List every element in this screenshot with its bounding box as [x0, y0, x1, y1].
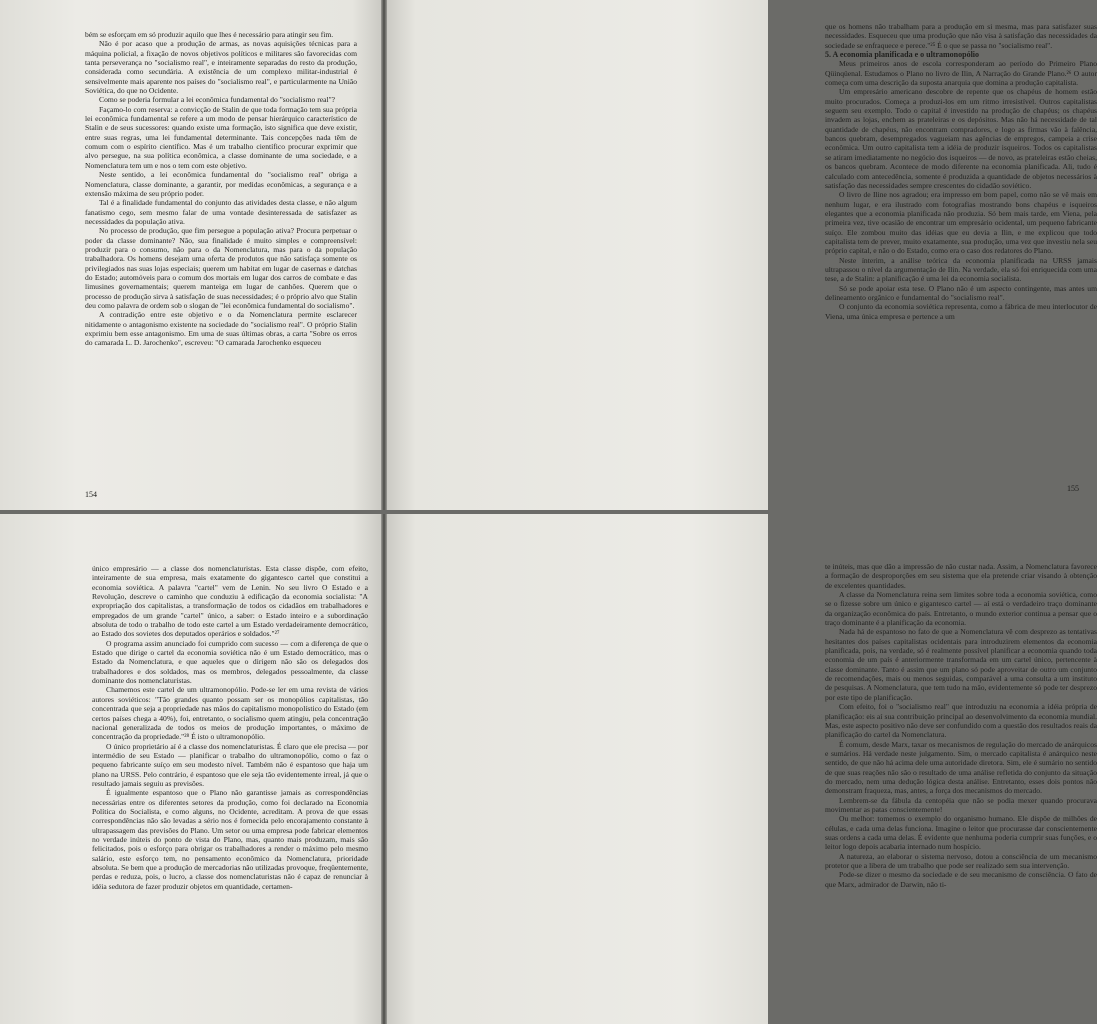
- paragraph: O conjunto da economia soviética representa, como a fábrica de meu interlocutor de Viena, uma única empresa e pertence a um: [825, 302, 1097, 321]
- paragraph: Meus primeiros anos de escola corresponderam ao período do Primeiro Plano Qüinqüenal. Estudamos o Plano no livro de Ilin, A Narração do Grande Plano.²⁶ O autor começa com uma descrição da suposta anarquia que domina a produção capitalista.: [825, 59, 1097, 88]
- paragraph: A classe da Nomenclatura reina sem limites sobre toda a economia soviética, como se o fizesse sobre um único e gigantesco cartel — aí está o verdadeiro traço dominante da organização econômica do país. Entretanto, o mundo exterior continua a pensar que o traço dominante é a planificação da economia.: [825, 590, 1097, 628]
- paragraph: Só se pode apoiar esta tese. O Plano não é um aspecto contingente, mas antes um delineamento orgânico e fundamental do "socialismo real".: [825, 283, 1097, 302]
- paragraph: É comum, desde Marx, taxar os mecanismos de regulação do mercado de anárquicos e sumários. Há verdade neste julgamento. Sim, o mercado capitalista é anárquico neste sentido, de que não há acima dele uma autoridade diretora. Sim, ele é sumário no sentido de que suas reações não são o resultado de uma análise refletida do conjunto da situação do mercado, nem uma dedução lógica desta análise. Entretanto, esses dois pontos não demonstram fraqueza, mas, antes, a força dos mecanismos do mercado.: [825, 739, 1097, 796]
- page-154: [0, 0, 383, 510]
- paragraph: O livro de Iline nos agradou; era impresso em bom papel, como não se vê mais em nenhum lugar, e era ilustrado com fotografias mostrando bons chapéus e isqueiros elegantes que a economia planificada não produzia. Só bem mais tarde, em Viena, pela primeira vez, tive ocasião de encontrar um empresário ocidental, um pequeno fabricante suíço. Ele zombou muito das idéias que eu devia a Ilin, e me explicou que todo capitalista tem de prever, muito exatamente, sua produção, uma vez que investiu nela seu próprio capital, e não o do Estado, como era o caso dos redatores do Plano.: [825, 190, 1097, 256]
- paragraph: Neste ínterim, a análise teórica da economia planificada na URSS jamais ultrapassou o nível da argumentação de Ilin. Na verdade, ela só foi enriquecida com uma tese, a de Stalin: a planificação é uma lei da economia socialista.: [825, 255, 1097, 284]
- section-heading: 5. A economia planificada e o ultramonopólio: [825, 50, 980, 60]
- paragraph: único empresário — a classe dos nomenclaturistas. Esta classe dispõe, com efeito, inteiramente de sua empresa, mais exatamente do gigantesco cartel que constitui a economia soviética. A palavra "cartel" vem de Lenin. No seu livro O Estado e a Revolução, descreve o caminho que conduziu à edificação da economia socialista: "A expropriação dos capitalistas, a transformação de todos os cidadãos em trabalhadores e empregados de um grande "cartel" único, a saber: o Estado inteiro e a subordinação absoluta de todo o trabalho de todo este cartel a um Estado verdadeiramente democrático, ao Estado dos sovietes dos deputados operários e soldados."²⁷: [92, 564, 368, 639]
- paragraph: Pode-se dizer o mesmo da sociedade e de seu mecanismo de consciência. O fato de que Marx, admirador de Darwin, não ti-: [825, 870, 1097, 889]
- paragraph: te inúteis, mas que dão a impressão de não custar nada. Assim, a Nomenclatura favorece a formação de desproporções em seu sistema que ela pretende criar visando à obtenção de excelentes quantidades.: [825, 562, 1097, 590]
- page-154-body: [85, 30, 357, 348]
- paragraph: É igualmente espantoso que o Plano não garantisse jamais as correspondências necessárias entre os diferentes setores da produção, como foi declarado na Economia Política do Socialista, e como alguns, no Ocidente, acreditam. A prova de que essas correspondências não são levadas a sério nos é fornecida pelo encorajamento constante à ultrapassagem das previsões do Plano. Um setor ou uma empresa pode fabricar elementos no verdade inúteis do ponto de vista do Plano, mas, quanto mais produzam, mais são felicitados, pois o esforço para obrigar os trabalhadores a render o máximo pelo mesmo salário, este esforço tem, no pensamento econômico da Nomenclatura, prioridade absoluta. Se bem que a produção de mercadorias não utilizadas provoque, freqüentemente, perdas e reduza, pois, o lucro, a classe dos nomenclaturistas não é capaz de renunciar à idéia sedutora de fazer produzir objetos em quantidade, certamen-: [92, 788, 368, 891]
- page-number: 154: [85, 490, 97, 499]
- book-gutter: [381, 514, 387, 1024]
- paragraph: Ou melhor: tomemos o exemplo do organismo humano. Ele dispõe de milhões de células, e cada uma delas funciona. Imagine o leitor que procurasse dar conscientemente suas ordens a cada uma delas. É evidente que nenhuma poderia cumprir suas funções, e o leitor logo depois acabaria internado num hospício.: [825, 814, 1097, 852]
- paragraph: A contradição entre este objetivo e o da Nomenclatura permite esclarecer nitidamente o antagonismo existente na sociedade do "socialismo real". O próprio Stalin exprimiu bem esse antagonismo. Em uma de suas últimas obras, a carta "Sobre os erros do camarada L. D. Jarochenko", escreveu: "O camarada Jarochenko esqueceu: [85, 310, 357, 348]
- top-spread: [0, 0, 1097, 510]
- page-number: 155: [1067, 484, 1079, 493]
- paragraph: Um empresário americano descobre de repente que os chapéus de homem estão muito procurados. Começa a produzi-los em um ritmo irresistível. Outros capitalistas seguem seu exemplo. Todo o capital é investido na produção de chapéus; os chapéus invadem as lojas, enchem as prateleiras e os depósitos. Mas não há necessidade de tal quantidade de chapéus, não encontram compradores, e logo as firmas vão à falência, bancos quebram, desempregados vagueiam nas agências de empregos, campeia a crise econômica. Um outro capitalista tem a idéia de produzir isqueiros. Todos os capitalistas se atiram imediatamente no negócio dos isqueiros — de novo, as prateleiras estão cheias, os bancos quebram. Acontece de modo diferente na economia planificada. Ali, tudo é calculado com antecedência, somente é produzida a quantidade de objetos necessários à satisfação das necessidades sempre crescentes do cidadão soviético.: [825, 87, 1097, 190]
- page-155-body: [825, 22, 1097, 321]
- page-157-body: [825, 562, 1097, 889]
- paragraph: Com efeito, foi o "socialismo real" que introduziu na economia a idéia própria de planificação: eis aí sua contribuição principal ao desenvolvimento da economia mundial. Mas, este aspecto positivo não deve ser confundido com a questão dos resultados reais da planificação do cartel da Nomenclatura.: [825, 702, 1097, 740]
- page-156: [0, 514, 383, 1024]
- book-gutter: [381, 0, 387, 510]
- bottom-spread: [0, 514, 1097, 1024]
- paragraph: Tal é a finalidade fundamental do conjunto das atividades desta classe, e não algum fanatismo cego, sem mesmo falar de uma vontade desinteressada de satisfazer as necessidades da população ativa.: [85, 198, 357, 226]
- page-157: [385, 514, 1097, 1024]
- paragraph: Não é por acaso que a produção de armas, as novas aquisições técnicas para a máquina policial, a fixação de novos objetivos políticos e militares são favorecidas com tanta perseverança no "socialismo real", e inteiramente separadas do resto da produção, considerada como secundária. A existência de um complexo militar-industrial é sensivelmente mais aparente nos países do "socialismo real", e particularmente na União Soviética, do que no Ocidente.: [85, 39, 357, 96]
- paragraph: Neste sentido, a lei econômica fundamental do "socialismo real" obriga a Nomenclatura, classe dominante, a garantir, por medidas econômicas, a segurança e a extensão máxima de seu próprio poder.: [85, 170, 357, 198]
- paragraph: Como se poderia formular a lei econômica fundamental do "socialismo real"?: [99, 95, 336, 105]
- paragraph: Chamemos este cartel de um ultramonopólio. Pode-se ler em uma revista de vários autores soviéticos: "Tão grandes quanto possam ser os monopólios capitalistas, tão concentrada que seja a propriedade nas mãos do capitalismo monopolístico do Estado (em certos países chega a 40%), foi, entretanto, o socialismo quem atingiu, pela concentração nacional generalizada de todos os meios de produção importantes, o máximo de concentração da propriedade."²⁸ É isto o ultramonopólio.: [92, 685, 368, 742]
- paragraph: No processo de produção, que fim persegue a população ativa? Procura perpetuar o poder da classe dominante? Não, sua finalidade é muito simples e compreensível: produzir para o consumo, não para o da Nomenclatura, mas para o da população trabalhadora. Os homens desejam uma oferta de produtos que não satisfaça somente os privilegiados nas suas lojas especiais; querem um habitat em lugar de casernas e datchas do Estado; automóveis para o comum dos mortais em lugar dos carros de combate e das limusines governamentais; querem manteiga em lugar de canhões. Querem que o processo de produção sirva à satisfação de suas necessidades; é o próprio alvo que Stalin deu como palavra de ordem sob o slogan de "lei econômica fundamental do socialismo".: [85, 226, 357, 310]
- paragraph: Nada há de espantoso no fato de que a Nomenclatura vê com desprezo as tentativas hesitantes dos países capitalistas ocidentais para introduzirem elementos da economia planificada, pois, na verdade, só é realmente possível planificar a economia quando toda economia de um país é anteriormente transformada em um cartel único, pertencente à classe dominante. Tanto é assim que um plano só pode aproveitar de outro um conjunto de recomendações, mais ou menos seguidas, comparável a uma consulta a um instituto de pesquisas. A Nomenclatura, que tem tudo na mão, evidentemente só pode ter desprezo por este tipo de planificação.: [825, 627, 1097, 702]
- paragraph: A natureza, ao elaborar o sistema nervoso, dotou a consciência de um mecanismo protetor que a libera de um trabalho que pode ser realizado sem sua intervenção.: [825, 851, 1097, 870]
- page-156-body: [92, 564, 368, 891]
- paragraph: bém se esforçam em só produzir aquilo que lhes é necessário para atingir seu fim.: [85, 30, 334, 39]
- page-155: [385, 0, 1097, 510]
- paragraph: O programa assim anunciado foi cumprido com sucesso — com a diferença de que o Estado que dirige o cartel da economia soviética não é um Estado democrático, mas o Estado da Nomenclatura, e que aqueles que o dirigem não são os delegados dos trabalhadores e dos soldados, mas os membros, delegados pessoalmente, da classe dominante dos nomenclaturistas.: [92, 638, 368, 686]
- paragraph: Façamo-lo com reserva: a convicção de Stalin de que toda formação tem sua própria lei econômica fundamental se refere a um modo de pensar hierárquico característico de Stalin e de seus sucessores: quando existe uma formação, isto significa que deve existir, entre suas regras, uma lei fundamental determinante. Tais concepções nada têm de comum com o espírito científico. Mas é um trabalho científico procurar exprimir que alvo persegue, na sua política econômica, a classe dominante de uma sociedade, e a Nomenclatura tem um e nos o tem com este objetivo.: [85, 104, 357, 170]
- paragraph: O único proprietário aí é a classe dos nomenclaturistas. É claro que ele precisa — por intermédio de seu Estado — planificar o trabalho do ultramonopólio, como o faz o pequeno fabricante suíço em seu modesto nível. Também não é espantoso que haja um plano na URSS. Pelo contrário, é espantoso que ele seja tão evidentemente irreal, já que o resultado jamais seguiu as previsões.: [92, 741, 368, 788]
- paragraph: Lembrem-se da fábula da centopéia que não se podia mexer quando procurava movimentar as patas conscientemente!: [825, 795, 1097, 814]
- paragraph: que os homens não trabalham para a produção em si mesma, mas para satisfazer suas necessidades. Esqueceu que uma produção que não visa à satisfação das necessidades da sociedade se enfraquece e perece."²⁵ É o que se passa no "socialismo real".: [825, 22, 1097, 50]
